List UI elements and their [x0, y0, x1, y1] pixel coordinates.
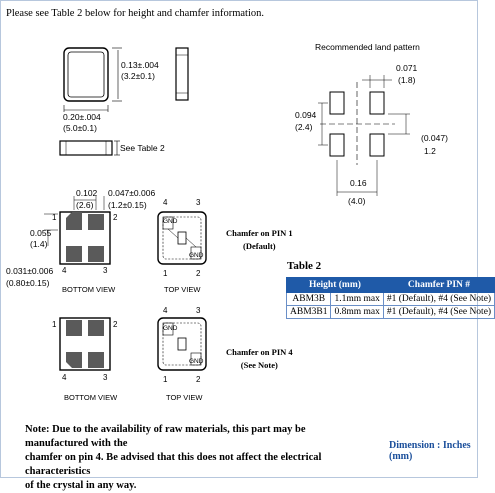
chamfer-pin4-line1: Chamfer on PIN 4	[226, 347, 293, 357]
pin4-view-pin-2: 2	[113, 320, 118, 329]
pad-gap-mm: (0.80±0.15)	[6, 278, 50, 288]
pin-label-3: 3	[103, 266, 108, 275]
bottom-view-label-2: BOTTOM VIEW	[64, 393, 118, 402]
chamfer-pin1-line1: Chamfer on PIN 1	[226, 228, 293, 238]
land-pattern-title: Recommended land pattern	[315, 42, 420, 52]
pad-width-in: 0.047±0.006	[108, 188, 156, 198]
pad-4	[66, 246, 82, 262]
chamfer-pin4-note	[226, 346, 293, 372]
table2-title: Table 2	[287, 260, 322, 272]
table-cell: 1.1mm max	[331, 293, 383, 306]
width-dim-in: 0.13±.004	[121, 60, 159, 70]
bottom-view-label: BOTTOM VIEW	[62, 285, 116, 294]
pad-3	[88, 246, 104, 262]
pin4-view-pin-3: 3	[103, 373, 108, 382]
pad-height-in: 0.055	[30, 228, 52, 238]
top-view-label-2: TOP VIEW	[166, 393, 203, 402]
top-pin-4: 4	[163, 198, 168, 207]
table-row	[287, 293, 495, 306]
top-pin-2: 2	[196, 269, 201, 278]
top2-pin-3: 3	[196, 306, 201, 315]
pin-label-4: 4	[62, 266, 67, 275]
pin-label-1: 1	[52, 213, 57, 222]
top2-pin-2: 2	[196, 375, 201, 384]
pin4-view-pin-4: 4	[62, 373, 67, 382]
pad-width-mm: (1.2±0.15)	[108, 200, 147, 210]
table-cell: ABM3B	[287, 293, 331, 306]
length-dim-mm: (5.0±0.1)	[63, 123, 97, 133]
top-pin-3: 3	[196, 198, 201, 207]
chamfer-pin1-note	[226, 227, 293, 253]
table-row	[287, 306, 495, 319]
land-gap-mm: 1.2	[424, 146, 436, 156]
width-dim-mm: (3.2±0.1)	[121, 71, 155, 81]
chamfer-pin4-line2: (See Note)	[240, 360, 278, 370]
pin-label-2: 2	[113, 213, 118, 222]
table-cell: 0.8mm max	[331, 306, 383, 319]
dimension-unit-label: Dimension : Inches (mm)	[389, 440, 471, 462]
pad-2	[88, 214, 104, 230]
footer-note-line2: chamfer on pin 4. Be advised that this does not affect the electrical characteristics	[25, 452, 322, 477]
table-cell: ABM3B1	[287, 306, 331, 319]
table2	[286, 277, 495, 319]
pitch-x-mm: (2.6)	[76, 200, 94, 210]
top-pin-1: 1	[163, 269, 168, 278]
gnd-label-2: GND	[189, 252, 204, 259]
land-pitch-y-mm: (2.4)	[295, 122, 313, 132]
gnd-label-1: GND	[163, 218, 178, 225]
side-view-right	[176, 48, 188, 100]
length-dim-in: 0.20±.004	[63, 112, 101, 122]
table2-header-chamfer: Chamfer PIN #	[383, 278, 494, 293]
top-view-label: TOP VIEW	[164, 285, 201, 294]
pitch-x-in: 0.102	[76, 188, 98, 198]
land-pitch-y-in: 0.094	[295, 110, 317, 120]
table-cell: #1 (Default), #4 (See Note)	[383, 306, 494, 319]
chamfer-pin1-line2: (Default)	[243, 241, 276, 251]
footer-note	[25, 423, 345, 493]
pad-gap-in: 0.031±0.006	[6, 266, 54, 276]
land-gap-in: (0.047)	[421, 133, 448, 143]
pad-height-mm: (1.4)	[30, 239, 48, 249]
land-span-mm: (4.0)	[348, 196, 366, 206]
pad-1-chamfered	[66, 212, 82, 230]
gnd-label-4: GND	[189, 358, 204, 365]
footer-note-line3: of the crystal in any way.	[25, 480, 137, 491]
see-table-label: See Table 2	[120, 143, 165, 153]
table2-header-height: Height (mm)	[287, 278, 384, 293]
top2-pin-1: 1	[163, 375, 168, 384]
land-pad-w-in: 0.071	[396, 63, 418, 73]
footer-note-line1: Note: Due to the availability of raw materials, this part may be manufactured with the	[25, 424, 306, 449]
top-outline-view	[64, 48, 122, 112]
bottom-view-pin4	[60, 318, 110, 370]
gnd-label-3: GND	[163, 325, 178, 332]
land-pad-w-mm: (1.8)	[398, 75, 416, 85]
land-span-in: 0.16	[350, 178, 367, 188]
header-note: Please see Table 2 below for height and chamfer information.	[6, 8, 264, 19]
pin4-view-pin-1: 1	[52, 320, 57, 329]
side-view-bottom	[60, 141, 120, 155]
top2-pin-4: 4	[163, 306, 168, 315]
table-cell: #1 (Default), #4 (See Note)	[383, 293, 494, 306]
